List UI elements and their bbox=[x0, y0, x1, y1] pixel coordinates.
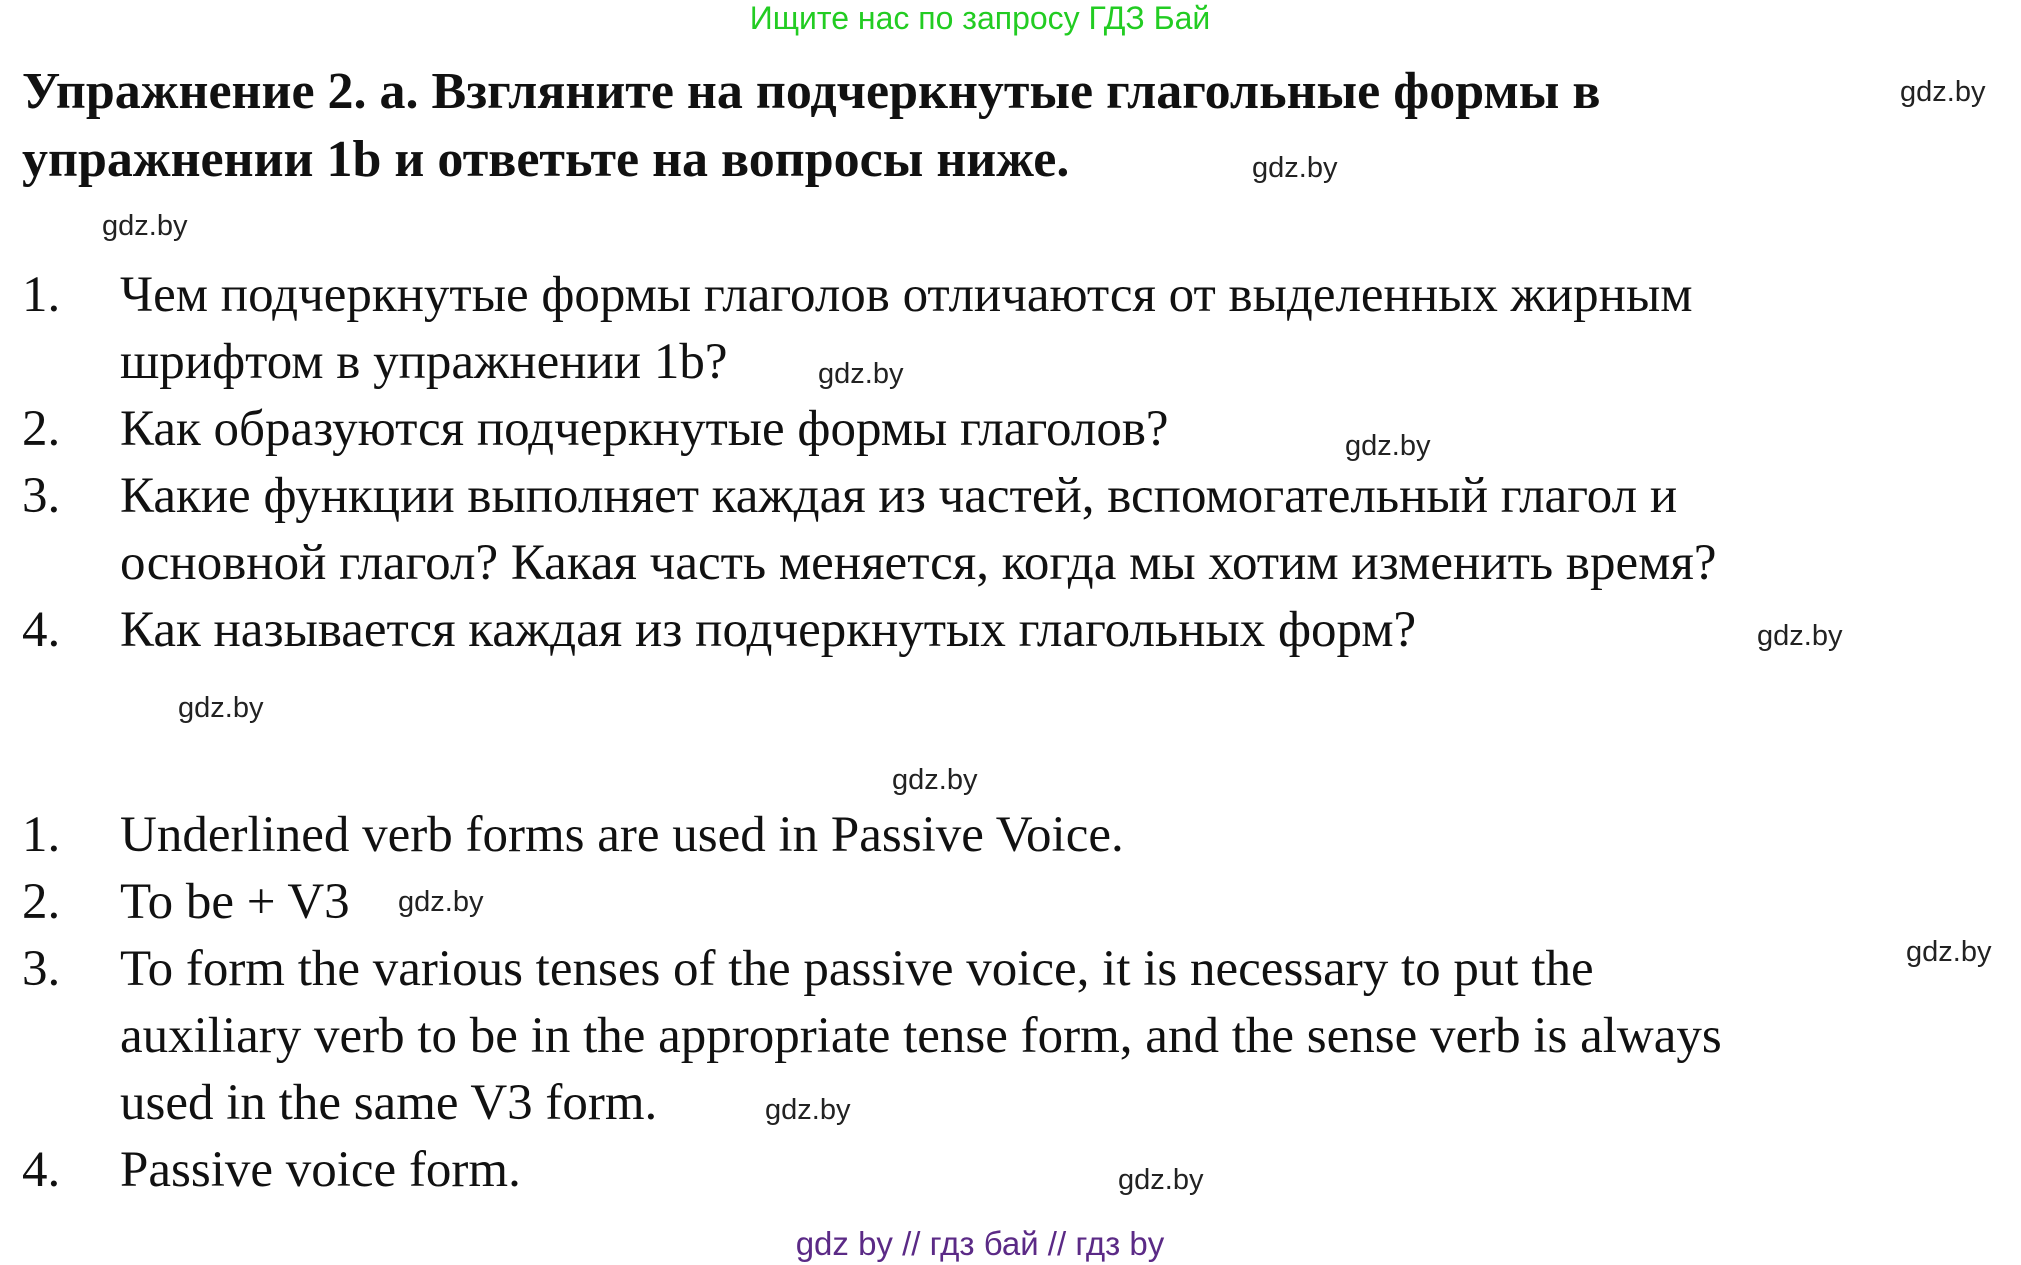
answer-number: 2. bbox=[22, 874, 61, 930]
watermark: gdz.by bbox=[892, 764, 978, 796]
question-text: Чем подчеркнутые формы глаголов отличаются от выделенных жирным bbox=[120, 267, 1693, 323]
answer-number: 4. bbox=[22, 1142, 61, 1198]
exercise-title-line-1: Упражнение 2. а. Взгляните на подчеркнутые глагольные формы в bbox=[22, 63, 1601, 120]
answer-4 bbox=[22, 1137, 521, 1204]
watermark: gdz.by bbox=[178, 692, 264, 724]
watermark: gdz.by bbox=[1757, 620, 1843, 652]
question-4 bbox=[22, 597, 1416, 664]
question-number: 2. bbox=[22, 401, 61, 457]
answer-2 bbox=[22, 869, 350, 936]
watermark: gdz.by bbox=[818, 358, 904, 390]
watermark: gdz.by bbox=[1900, 76, 1986, 108]
answer-text: To be + V3 bbox=[120, 874, 350, 930]
question-2 bbox=[22, 396, 1169, 463]
exercise-title-line-2: упражнении 1b и ответьте на вопросы ниже. bbox=[22, 131, 1070, 188]
answer-3-continued-1: auxiliary verb to be in the appropriate tense form, and the sense verb is always bbox=[120, 1008, 1722, 1064]
question-text: Какие функции выполняет каждая из частей, вспомогательный глагол и bbox=[120, 468, 1678, 524]
top-banner: Ищите нас по запросу ГДЗ Бай bbox=[749, 0, 1211, 36]
answer-number: 1. bbox=[22, 807, 61, 863]
watermark: gdz.by bbox=[1345, 430, 1431, 462]
question-text: Как образуются подчеркнутые формы глаголов? bbox=[120, 401, 1169, 457]
answer-3 bbox=[22, 936, 1594, 1003]
question-3-continued: основной глагол? Какая часть меняется, когда мы хотим изменить время? bbox=[120, 535, 1717, 591]
question-1 bbox=[22, 262, 1693, 329]
watermark: gdz.by bbox=[1906, 936, 1992, 968]
watermark: gdz.by bbox=[398, 886, 484, 918]
watermark: gdz.by bbox=[102, 210, 188, 242]
question-1-continued: шрифтом в упражнении 1b? bbox=[120, 334, 728, 390]
watermark: gdz.by bbox=[1118, 1164, 1204, 1196]
answer-number: 3. bbox=[22, 941, 61, 997]
question-number: 3. bbox=[22, 468, 61, 524]
watermark: gdz.by bbox=[765, 1094, 851, 1126]
question-number: 4. bbox=[22, 602, 61, 658]
answer-text: Passive voice form. bbox=[120, 1142, 521, 1198]
question-number: 1. bbox=[22, 267, 61, 323]
answer-1 bbox=[22, 802, 1124, 869]
watermark: gdz.by bbox=[1252, 152, 1338, 184]
question-3 bbox=[22, 463, 1677, 530]
answer-text: Underlined verb forms are used in Passive Voice. bbox=[120, 807, 1124, 863]
answer-3-continued-2: used in the same V3 form. bbox=[120, 1075, 658, 1131]
answer-text: To form the various tenses of the passive voice, it is necessary to put the bbox=[120, 941, 1594, 997]
footer-links: gdz by // гдз бай // гдз by bbox=[795, 1225, 1165, 1262]
question-text: Как называется каждая из подчеркнутых глагольных форм? bbox=[120, 602, 1417, 658]
